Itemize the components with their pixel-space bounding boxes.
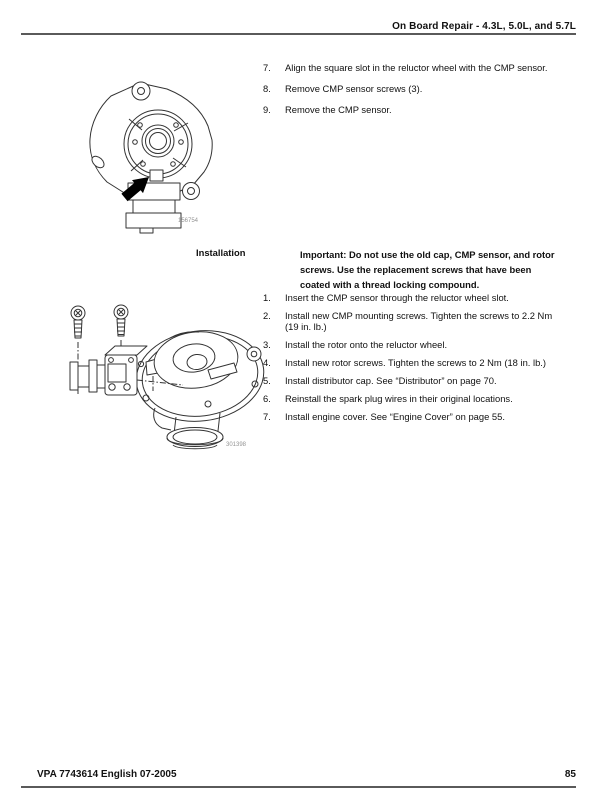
list-item <box>263 411 570 422</box>
figure-distributor-top-view <box>70 78 220 236</box>
step-text: Insert the CMP sensor through the reluctor wheel slot. <box>285 292 509 303</box>
list-item <box>263 339 570 350</box>
step-text: Install new rotor screws. Tighten the screws to 2 Nm (18 in. lb.) <box>285 357 547 368</box>
step-text: Install engine cover. See “Engine Cover” on page 55. <box>285 411 505 422</box>
important-note-line: coated with a thread locking compound. <box>300 279 480 291</box>
footer-page-number: 85 <box>564 769 576 780</box>
step-number: 2. <box>263 310 271 321</box>
page-header-title: On Board Repair - 4.3L, 5.0L, and 5.7L <box>392 21 576 32</box>
step-number: 7. <box>263 411 271 422</box>
list-item <box>263 104 570 115</box>
distributor-body <box>131 324 269 429</box>
list-item <box>263 62 570 73</box>
figure-number: 301398 <box>226 442 247 448</box>
list-item <box>263 310 570 332</box>
step-number: 5. <box>263 375 271 386</box>
step-number: 6. <box>263 393 271 404</box>
figure-number: 156754 <box>178 218 199 224</box>
step-number: 4. <box>263 357 271 368</box>
step-number: 1. <box>263 292 271 303</box>
step-number: 8. <box>263 83 271 94</box>
step-text: Align the square slot in the reluctor wheel with the CMP sensor. <box>285 62 548 73</box>
section-label-installation: Installation <box>196 247 246 258</box>
square-slot <box>150 170 163 181</box>
mounting-ear <box>132 82 150 100</box>
step-text: Install new CMP mounting screws. Tighten the screws to 2.2 Nm (19 in. lb.) <box>285 310 553 332</box>
list-item <box>263 292 570 303</box>
step-text: Install the rotor onto the reluctor wheel. <box>285 339 448 350</box>
removal-steps-list <box>263 62 570 125</box>
step-number: 9. <box>263 104 271 115</box>
mounting-ear <box>183 183 200 200</box>
important-note <box>300 247 580 293</box>
list-item <box>263 375 570 386</box>
cmp-screw <box>114 305 128 336</box>
list-item <box>263 393 570 404</box>
step-text: Install distributor cap. See “Distributor” on page 70. <box>285 375 497 386</box>
step-number: 7. <box>263 62 271 73</box>
footer-document-id: VPA 7743614 English 07-2005 <box>37 769 177 780</box>
installation-steps-list <box>263 292 570 429</box>
important-note-line: Important: Do not use the old cap, CMP sensor, and rotor <box>300 249 555 260</box>
important-note-line: screws. Use the replacement screws that have been <box>300 264 532 276</box>
distributor-perspective-drawing <box>58 298 273 458</box>
step-number: 3. <box>263 339 271 350</box>
header-rule <box>21 33 576 35</box>
cmp-screw <box>71 306 85 338</box>
footer-rule <box>21 786 576 788</box>
distributor-top-view-drawing <box>70 78 220 236</box>
step-text: Remove CMP sensor screws (3). <box>285 83 423 94</box>
figure-distributor-cmp-install <box>58 298 273 458</box>
list-item <box>263 357 570 368</box>
list-item <box>263 83 570 94</box>
step-text: Remove the CMP sensor. <box>285 104 392 115</box>
step-text: Reinstall the spark plug wires in their original locations. <box>285 393 513 404</box>
